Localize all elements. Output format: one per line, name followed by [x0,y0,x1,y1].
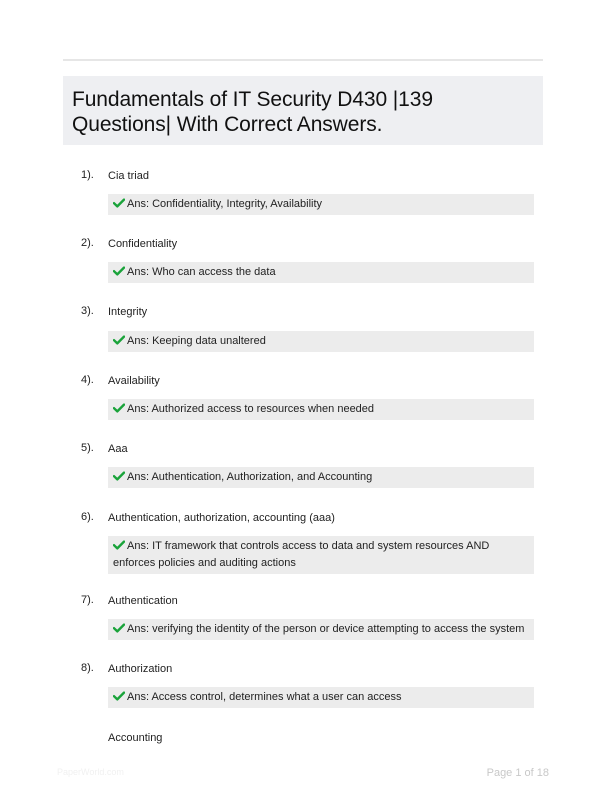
page-number: Page 1 of 18 [486,767,549,779]
check-icon [113,691,125,701]
question-text: Availability [108,375,160,387]
question-number: 6). [81,511,94,523]
check-icon [113,540,125,550]
title-banner [63,76,543,145]
question-text: Authentication, authorization, accounting (aaa) [108,512,335,524]
answer-box [108,399,534,420]
check-icon [113,266,125,276]
answer-text: Ans: Authentication, Authorization, and Accounting [127,471,373,483]
question-number: 2). [81,237,94,249]
question-text: Cia triad [108,170,149,182]
document-title: Fundamentals of IT Security D430 |139 Questions| With Correct Answers. [72,88,433,136]
answer-text: Ans: Keeping data unaltered [127,335,266,347]
question-number: 7). [81,594,94,606]
answer-text: Ans: Access control, determines what a user can access [127,691,402,703]
question-text: Integrity [108,306,148,318]
check-icon [113,623,125,633]
check-icon [113,335,125,345]
answer-box [108,262,534,283]
question-text: Accounting [108,732,163,744]
question-number: 1). [81,169,94,181]
answer-box [108,536,534,574]
answer-box [108,194,534,215]
question-number: 8). [81,662,94,674]
answer-text: Ans: Confidentiality, Integrity, Availability [127,198,323,210]
answer-text: Ans: Authorized access to resources when needed [127,403,375,415]
answer-box [108,619,534,640]
top-divider [63,59,543,61]
answer-text: Ans: verifying the identity of the person or device attempting to access the system [127,623,525,635]
answer-text: Ans: Who can access the data [127,266,276,278]
question-text: Authentication [108,595,178,607]
answer-box [108,467,534,488]
answer-box [108,687,534,708]
answer-box [108,331,534,352]
check-icon [113,403,125,413]
check-icon [113,198,125,208]
check-icon [113,471,125,481]
question-number: 4). [81,374,94,386]
footer-watermark: PaperWorld.com [57,767,124,777]
answer-text: Ans: IT framework that controls access to data and system resources AND enforces policies and auditing actions [113,540,490,569]
question-text: Authorization [108,663,173,675]
question-text: Confidentiality [108,238,178,250]
question-text: Aaa [108,443,128,455]
question-number: 5). [81,442,94,454]
question-number: 3). [81,305,94,317]
